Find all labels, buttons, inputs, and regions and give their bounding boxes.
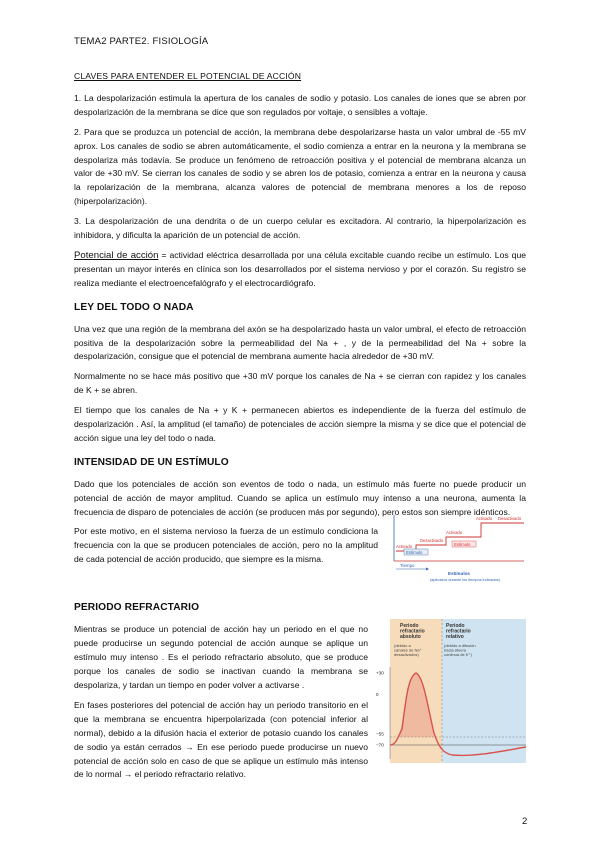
- relative-period-band: [442, 619, 526, 763]
- todo-nada-paragraph-2: Normalmente no se hace más positivo que +30 mV porque los canales de Na + se cierran con rapidez y los canales de K + se abren.: [74, 371, 526, 396]
- todo-nada-paragraph-1: Una vez que una región de la membrana del axón se ha despolarizado hasta un valor umbral, el efecto de retroacción positiva de la despolarización sobre la permeabilidad del Na + , y de la permeabilidad del Na + sobre la despolarización, consigue que el potencial de membrana aumente hacia alrededor de +30 mV.: [74, 323, 526, 362]
- stimulus-frequency-figure: [386, 509, 526, 591]
- stim-xlabel: Tiempo: [400, 563, 415, 569]
- refractario-title: PERIODO REFRACTARIO: [74, 602, 200, 614]
- y-tick-label: 0: [376, 692, 379, 698]
- claves-paragraph-2: 2. Para que se produzca un potencial de acción, la membrana debe despolarizarse hasta un valor umbral de -55 mV aprox. Los canales de sodio se abren automáticamente, el sodio comienza a entrar en la neurona y la membrana se despolariza más todavía. Se produce un fenómeno de retroacción positiva y el potencial de membrana alcanza un valor de +30 mV. Se cierran los canales de sodio y se abren los de potasio, comienza a entrar en la neurona y causa la repolarización de la membrana, alcanza valores de potencial de membrana menores a los de reposo (hiperpolarización).: [74, 126, 526, 207]
- refractario-paragraph-1: Mientras se produce un potencial de acción hay un periodo en el que no puede producirse un segundo potencial de acción aunque se aplique un estímulo muy intenso . Es el periodo refractario absoluto, que se produce porque los canales de sodio se inactivan cuando la membrana se despolariza, y tardan un tiempo en poder volver a activarse .: [74, 624, 368, 690]
- page-number: 2: [522, 816, 528, 827]
- stim-activado-3: Activado: [476, 516, 493, 522]
- y-tick-label: −70: [376, 742, 384, 748]
- definition-paragraph: [74, 249, 526, 291]
- stim-desactivado-1: Desactivado: [420, 538, 444, 544]
- claves-title: CLAVES PARA ENTENDER EL POTENCIAL DE ACCIÓN: [74, 71, 302, 81]
- stim-caption: Estímulos: [448, 571, 470, 577]
- claves-paragraph-3: 3. La despolarización de una dendrita o de un cuerpo celular es excitadora. Al contrario, la hiperpolarización es inhibidora, y dificulta la aparición de un potencial de acción.: [74, 216, 526, 241]
- definition-term: Potencial de acción: [74, 249, 159, 261]
- y-tick-label: +30: [376, 670, 384, 676]
- intensidad-paragraph-2: Por este motivo, en el sistema nervioso la fuerza de un estímulo condiciona la frecuencia con la que se producen potenciales de acción, pero no la amplitud de cada potencial de acción producido, que siempre es la misma.: [74, 526, 378, 565]
- refractario-row: [74, 623, 526, 788]
- y-axis-ticks: [376, 671, 384, 748]
- todo-nada-title: LEY DEL TODO O NADA: [74, 301, 194, 313]
- stim-caption-sub: (aplicados durante los tiempos indicados): [430, 578, 500, 583]
- abs-title: Periodo refractario absoluto: [400, 623, 425, 641]
- stim-desactivado-2: Desactivado: [498, 516, 522, 522]
- y-tick-label: −55: [376, 732, 384, 738]
- refractario-paragraph-2: En fases posteriores del potencial de acción hay un periodo transitorio en el que la membrana se encuentra hiperpolarizada (con potencial inferior al normal), debido a la difusión hacia el exterior de potasio cuando los canales de sodio ya están cerrados → En ese periodo puede producirse un nuevo potencial de acción solo en caso de que se aplique un estímulo más intenso de lo normal → el periodo refractario relativo.: [74, 699, 368, 780]
- time-arrow-head: [426, 568, 429, 571]
- rel-sub: (debido a difusión hacia afuera continua de K⁺): [444, 643, 476, 658]
- stim-activado-2: Activado: [446, 530, 463, 536]
- abs-sub: (debido a canales de Na⁺ desactivados): [394, 643, 422, 658]
- claves-paragraph-1: 1. La despolarización estimula la apertura de los canales de sodio y potasio. Los canales de iones que se abren por despolarización de la membrana se dice que son regulados por voltaje, o sensibles a voltaje.: [74, 92, 526, 117]
- definition-text: = actividad eléctrica desarrollada por una célula excitable cuando recibe un estímulo. Los que presentan un mayor interés en clínica son los desarrollados por el sistema nervioso y por el corazón. Su registro se realiza mediante el electroencefalógrafo y el electrocardiógrafo.: [74, 249, 527, 288]
- content: [74, 70, 526, 788]
- todo-nada-paragraph-3: El tiempo que los canales de Na + y K + permanecen abiertos es independiente de la fuerza del estímulo de despolarización . Así, la amplitud (el tamaño) de potenciales de acción siempre la misma y se dice que el potencial de acción sigue una ley del todo o nada.: [74, 405, 526, 443]
- stim-box-2-label: Estímulo: [454, 542, 471, 548]
- stim-activado-1: Activado: [396, 544, 413, 550]
- refractory-period-figure: [376, 619, 526, 763]
- page-header: TEMA2 PARTE2. FISIOLOGÍA: [74, 36, 209, 47]
- intensidad-title: INTENSIDAD DE UN ESTÍMULO: [74, 456, 229, 468]
- intensidad-paragraph-1: Dado que los potenciales de acción son eventos de todo o nada, un estímulo más fuerte no puede producir un potencial de acción de mayor amplitud. Cuando se aplica un estímulo muy intenso a una neurona, aumenta la frecuencia de disparo de potenciales de acción (se producen más por segundo), pero estos son siempre idénticos.: [74, 478, 526, 517]
- stim-box-1-label: Estímulo: [406, 550, 423, 556]
- intensidad-row: [74, 516, 526, 591]
- rel-title: Periodo refractario relativo: [446, 623, 471, 641]
- refractario-text: [74, 623, 368, 788]
